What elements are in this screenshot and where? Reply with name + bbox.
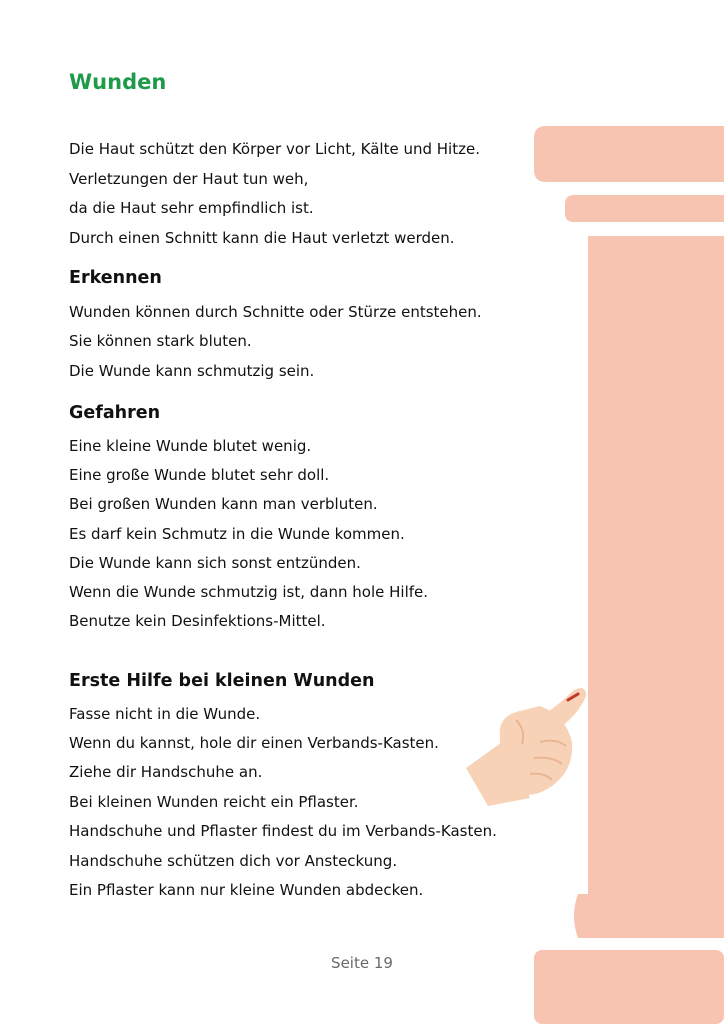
section-line: Benutze kein Desinfektions-Mittel. bbox=[69, 612, 326, 630]
section-line: Die Wunde kann sich sonst entzünden. bbox=[69, 554, 361, 572]
section-line: Wenn die Wunde schmutzig ist, dann hole Hilfe. bbox=[69, 583, 429, 601]
intro-line: Die Haut schützt den Körper vor Licht, Kälte und Hitze. bbox=[69, 140, 480, 158]
page-number: Seite 19 bbox=[331, 954, 393, 972]
intro-line: Verletzungen der Haut tun weh, bbox=[69, 170, 309, 188]
section-line: Ein Pflaster kann nur kleine Wunden abdecken. bbox=[69, 881, 424, 899]
intro-line: da die Haut sehr empfindlich ist. bbox=[69, 199, 314, 217]
section-line: Es darf kein Schmutz in die Wunde kommen. bbox=[69, 525, 405, 543]
section-line: Fasse nicht in die Wunde. bbox=[69, 705, 261, 723]
section-line: Die Wunde kann schmutzig sein. bbox=[69, 362, 315, 380]
section-line: Bei kleinen Wunden reicht ein Pflaster. bbox=[69, 793, 359, 811]
section-line: Handschuhe und Pflaster findest du im Verbands-Kasten. bbox=[69, 822, 497, 840]
section-line: Eine kleine Wunde blutet wenig. bbox=[69, 437, 312, 455]
page-title: Wunden bbox=[69, 70, 167, 94]
section-heading-erkennen: Erkennen bbox=[69, 268, 162, 288]
section-line: Handschuhe schützen dich vor Ansteckung. bbox=[69, 852, 398, 870]
section-line: Wenn du kannst, hole dir einen Verbands-Kasten. bbox=[69, 734, 439, 752]
section-line: Sie können stark bluten. bbox=[69, 332, 252, 350]
section-line: Bei großen Wunden kann man verbluten. bbox=[69, 495, 378, 513]
section-heading-gefahren: Gefahren bbox=[69, 403, 161, 423]
intro-line: Durch einen Schnitt kann die Haut verletzt werden. bbox=[69, 229, 455, 247]
section-line: Eine große Wunde blutet sehr doll. bbox=[69, 466, 330, 484]
section-line: Ziehe dir Handschuhe an. bbox=[69, 763, 263, 781]
section-line: Wunden können durch Schnitte oder Stürze entstehen. bbox=[69, 303, 482, 321]
section-heading-erste-hilfe: Erste Hilfe bei kleinen Wunden bbox=[69, 671, 375, 691]
